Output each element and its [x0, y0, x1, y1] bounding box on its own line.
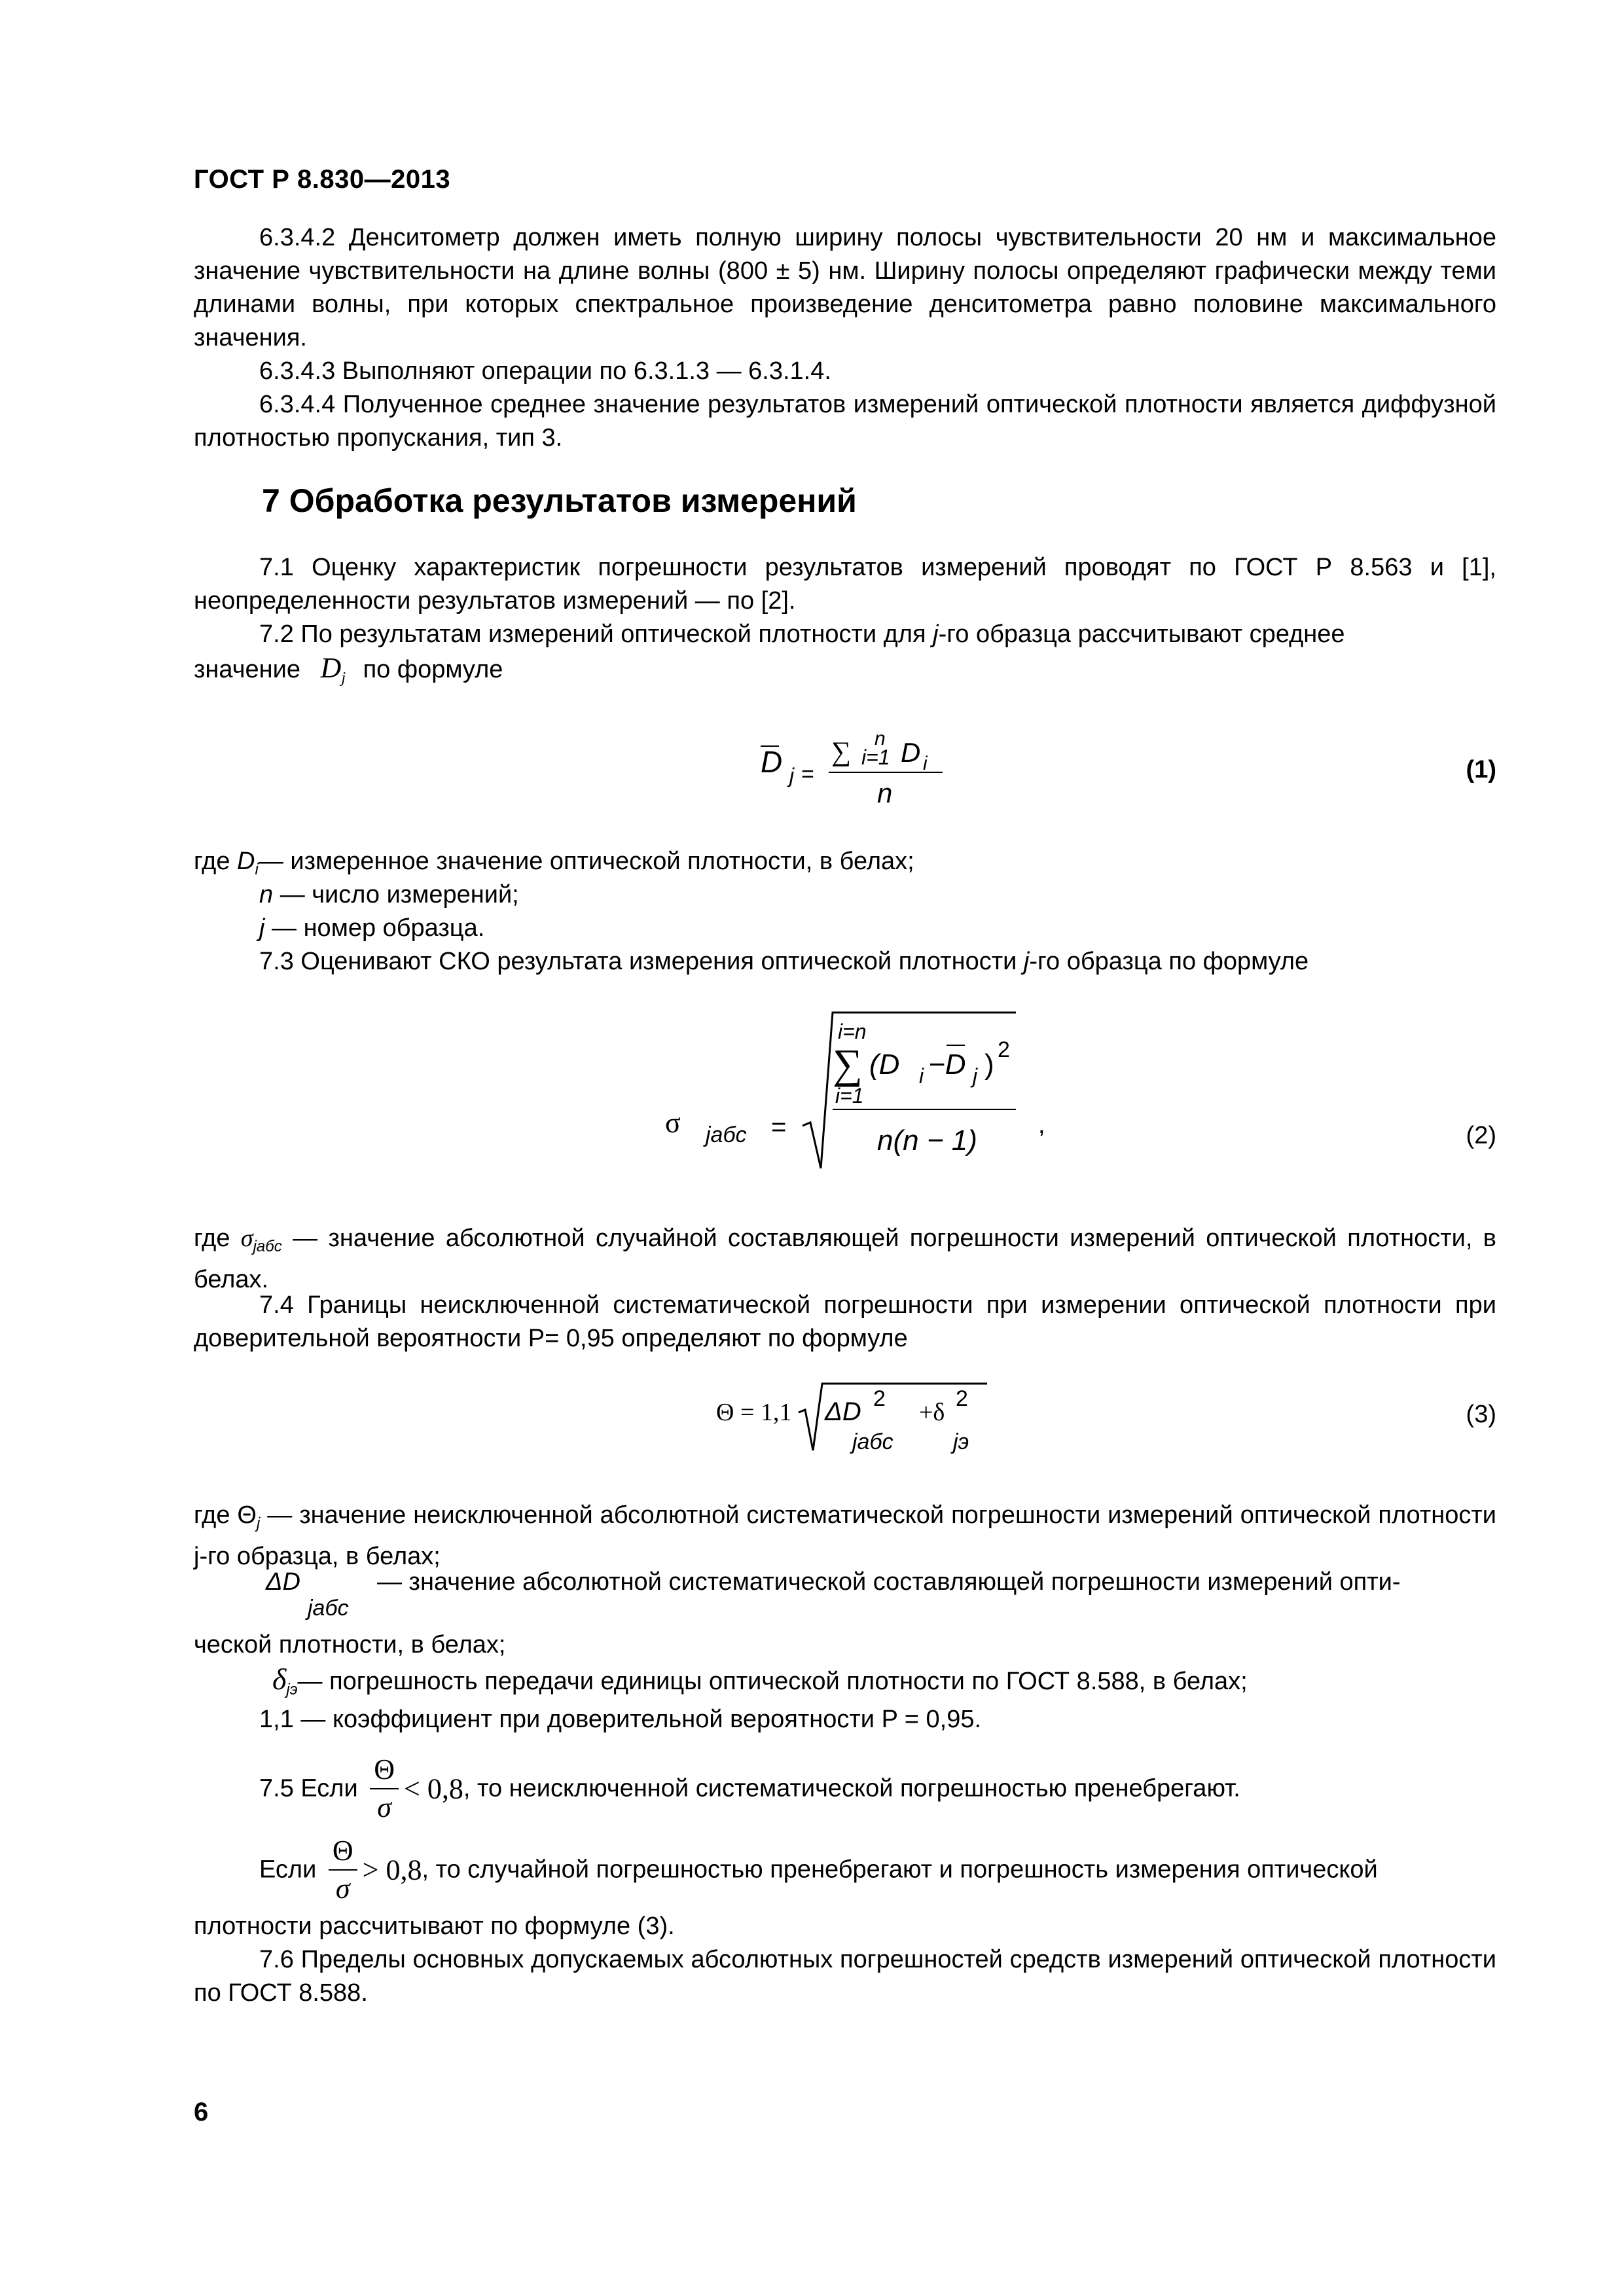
paragraph-7-5 — [259, 1751, 1240, 1826]
where1-sub-i: i — [255, 861, 259, 878]
section-heading: 7 Обработка результатов измерений — [262, 482, 857, 519]
p75-frac-num: Θ — [370, 1751, 399, 1789]
p75-text-c: Если — [259, 1856, 317, 1884]
p75-frac2-num: Θ — [329, 1833, 357, 1871]
where3-theta-sub: j — [256, 1515, 261, 1532]
p75-condition: < 0,8 — [404, 1772, 463, 1805]
f2-pow: 2 — [998, 1037, 1010, 1062]
p75-frac2-den: σ — [335, 1873, 350, 1905]
f1-Di-sub: i — [923, 753, 928, 774]
f2-open: (D — [869, 1049, 900, 1081]
paragraph-7-1: 7.1 Оценку характеристик погрешности результатов измерений проводят по ГОСТ Р 8.563 и [1], неопределенности результатов измерений — по [2]. — [194, 554, 1496, 615]
f1-den: n — [877, 778, 893, 808]
p72-j: j — [933, 620, 939, 648]
f2-comma: , — [1038, 1111, 1045, 1139]
p75-frac-den: σ — [377, 1791, 391, 1823]
f3-lhs: Θ = 1,1 — [716, 1399, 792, 1426]
p72-text-c: значение — [194, 656, 300, 683]
paragraph-7-2-line2 — [194, 651, 503, 695]
p73-text-b: -го образца по формуле — [1029, 948, 1309, 975]
where3-theta-text: — значение неисключенной абсолютной систематической погрешности измерений оптической плотности j-го образца, в белах; — [194, 1501, 1496, 1570]
formula-2 — [661, 1005, 1067, 1175]
where3-dD — [266, 1566, 300, 1599]
where3-dD-symbol: ΔD — [266, 1568, 300, 1596]
formula-1 — [746, 720, 956, 818]
paragraph-7-3 — [259, 945, 1308, 978]
p75-fraction — [370, 1751, 399, 1826]
where3-coef: 1,1 — коэффициент при доверительной вероятности P = 0,95. — [259, 1706, 982, 1733]
f3-sub2: jэ — [953, 1429, 969, 1454]
where3-delta-sub: jэ — [286, 1681, 298, 1698]
f1-sub: i=1 — [861, 745, 890, 769]
f2-den: n(n − 1) — [877, 1124, 977, 1157]
p75-condition-2: > 0,8 — [362, 1854, 422, 1886]
d-bar-symbol: D — [320, 652, 342, 684]
paragraph-6-3-4-4: 6.3.4.4 Полученное среднее значение результатов измерений оптической плотности является диффузной плотностью пропускания, тип 3. — [194, 391, 1496, 452]
f2-sigma: σ — [665, 1107, 681, 1139]
d-bar-sub: j — [341, 670, 346, 687]
p75-text-e: плотности рассчитывают по формуле (3). — [194, 1912, 675, 1940]
where1-prefix: где — [194, 848, 238, 875]
where3-delta-text: — погрешность передачи единицы оптической плотности по ГОСТ 8.588, в белах; — [297, 1668, 1248, 1695]
f2-eq: = — [771, 1113, 787, 1141]
f1-Di: D — [901, 737, 921, 768]
page-number: 6 — [194, 2098, 209, 2126]
f1-sum: ∑ — [831, 737, 851, 767]
paragraph-7-5-second — [259, 1833, 1378, 1907]
where1-text-3: — номер образца. — [264, 914, 485, 942]
f3-pow1: 2 — [873, 1386, 886, 1411]
where3-theta — [194, 1499, 1496, 1573]
where2-text: — значение абсолютной случайной составляющей погрешности измерений оптической плотности, в белах. — [194, 1225, 1496, 1293]
p72-text-a: 7.2 По результатам измерений оптической плотности для — [259, 620, 926, 648]
where3-dD-text: — значение абсолютной систематической составляющей погрешности измерений опти- — [377, 1568, 1401, 1596]
p72-text-b: -го образца рассчитывают среднее — [938, 620, 1345, 648]
f2-sum: ∑ — [833, 1041, 863, 1087]
formula-3-number: (3) — [1466, 1401, 1496, 1428]
where2-sigma-sub: jабс — [253, 1238, 282, 1255]
f2-minus: −D — [928, 1049, 966, 1081]
f3-plus: +δ — [919, 1399, 945, 1426]
where3-delta — [272, 1662, 1248, 1706]
p75-text-e-line — [194, 1910, 675, 1943]
p75-text-d: , то случайной погрешностью пренебрегают и погрешность измерения оптической — [422, 1856, 1378, 1884]
p75-text-a: 7.5 Если — [259, 1774, 358, 1803]
p72-text-d: по формуле — [363, 656, 503, 683]
f1-lhs: D — [761, 745, 783, 779]
formula-1-number: (1) — [1466, 756, 1496, 783]
formula-2-number: (2) — [1466, 1122, 1496, 1149]
where1-text-1: — измеренное значение оптической плотности, в белах; — [258, 848, 914, 875]
document-header: ГОСТ Р 8.830—2013 — [194, 165, 451, 194]
f1-eq: = — [801, 762, 814, 787]
where1-sym-j: j — [259, 914, 265, 942]
paragraph-7-6: 7.6 Пределы основных допускаемых абсолютных погрешностей средств измерений оптической плотности по ГОСТ 8.588. — [194, 1946, 1496, 2007]
p73-j: j — [1023, 948, 1030, 975]
paragraph-7-2 — [194, 618, 1496, 651]
where2-sigma: σ — [240, 1225, 253, 1252]
paragraph-6-3-4-2: 6.3.4.2 Денситометр должен иметь полную ширину полосы чувствительности 20 нм и максимальное значение чувствительности на длине волны (800 ± 5) нм. Ширину полосы определяют графически между теми длинами волны, при которых спектральное произведение денситометра равно половине максимального значения. — [194, 224, 1496, 351]
where3-prefix: где Θ — [194, 1501, 257, 1529]
f2-close: ) — [984, 1049, 994, 1081]
f2-j: j — [973, 1064, 978, 1088]
p73-text-a: 7.3 Оценивают СКО результата измерения оптической плотности — [259, 948, 1017, 975]
paragraph-7-4: 7.4 Границы неисключенной систематической погрешности при измерении оптической плотности при доверительной вероятности P= 0,95 определяют по формуле — [194, 1291, 1496, 1352]
f2-lower: i=1 — [835, 1084, 864, 1107]
where3-dD-cont-line — [194, 1628, 505, 1662]
where3-dD-sub-line — [308, 1592, 349, 1625]
p75-fraction-2 — [329, 1833, 357, 1907]
where1-text-2: — число измерений; — [273, 881, 519, 908]
where2 — [194, 1222, 1496, 1297]
f2-sigma-sub: jабс — [706, 1122, 747, 1147]
p75-text-b: , то неисключенной систематической погрешностью пренебрегают. — [463, 1774, 1240, 1803]
where3-dD-cont: ческой плотности, в белах; — [194, 1631, 506, 1659]
f3-pow2: 2 — [956, 1386, 968, 1411]
where3-delta-symbol: δ — [272, 1662, 287, 1696]
f3-dD: ΔD — [825, 1397, 861, 1426]
where1-sym-D: D — [237, 848, 255, 875]
where3-dD-text-line — [377, 1566, 1401, 1599]
formula-3 — [713, 1368, 1001, 1466]
where1-sym-n: n — [259, 881, 274, 908]
where1-item-3 — [259, 912, 484, 945]
where1-item-2 — [259, 878, 519, 912]
paragraph-6-3-4-3: 6.3.4.3 Выполняют операции по 6.3.1.3 — 6.3.1.4. — [259, 357, 831, 385]
where3-dD-sub: jабс — [308, 1596, 349, 1621]
f2-i: i — [919, 1064, 924, 1088]
f3-sub1: jабс — [852, 1429, 893, 1454]
f2-upper: i=n — [838, 1020, 867, 1043]
f1-lhs-sub: j — [789, 764, 795, 787]
where2-prefix: где — [194, 1225, 230, 1252]
f1-sup: n — [875, 728, 886, 749]
